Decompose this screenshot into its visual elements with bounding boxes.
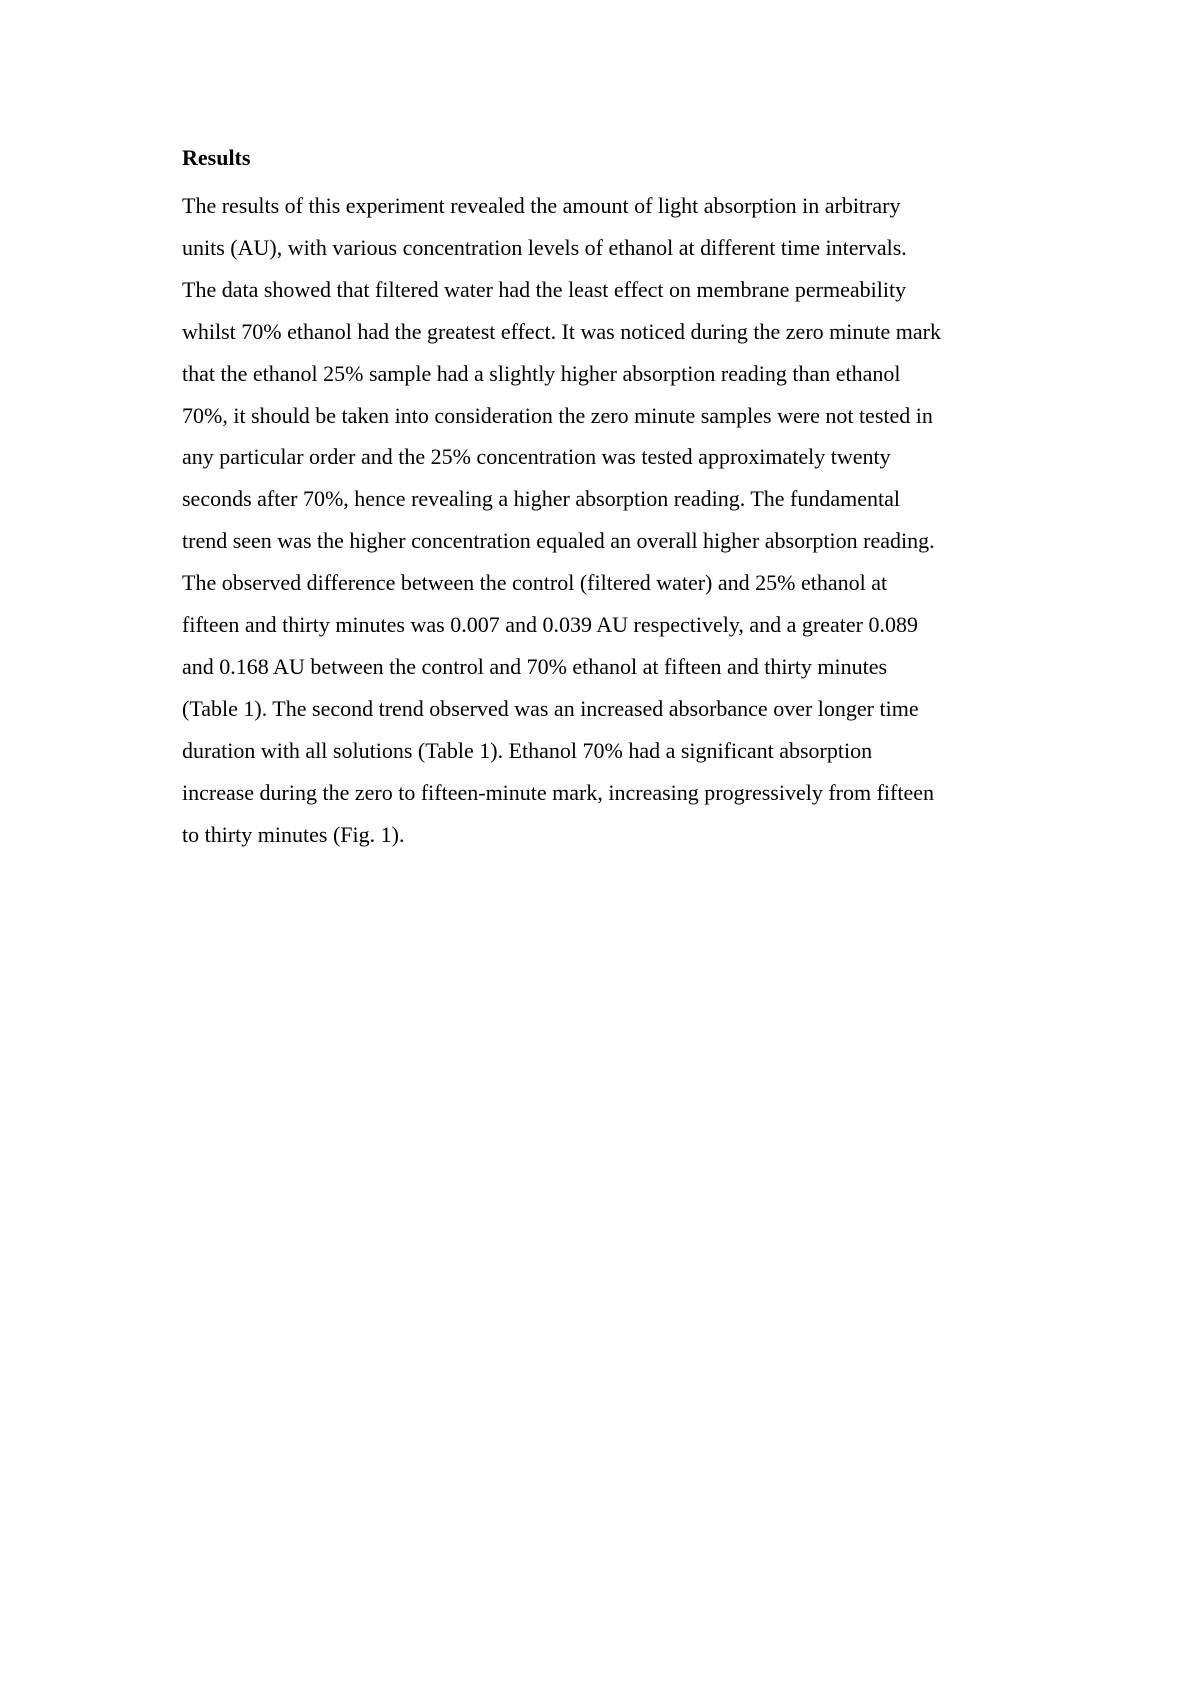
paragraph-line: and 0.168 AU between the control and 70% ethanol at fifteen and thirty minutes	[182, 653, 888, 679]
paragraph-line: seconds after 70%, hence revealing a higher absorption reading. The fundamental	[182, 486, 900, 512]
results-section	[182, 143, 1027, 856]
paragraph-line: increase during the zero to fifteen-minute mark, increasing progressively from fifteen	[182, 779, 934, 805]
paragraph-line: any particular order and the 25% concentration was tested approximately twenty	[182, 444, 891, 470]
paragraph-line: 70%, it should be taken into consideration the zero minute samples were not tested in	[182, 402, 933, 428]
paragraph-line: trend seen was the higher concentration equaled an overall higher absorption reading.	[182, 528, 935, 554]
paragraph-line: The data showed that filtered water had the least effect on membrane permeability	[182, 276, 907, 302]
paragraph-line: The observed difference between the control (filtered water) and 25% ethanol at	[182, 570, 888, 596]
paragraph-line: whilst 70% ethanol had the greatest effect. It was noticed during the zero minute mark	[182, 318, 941, 344]
paragraph-line: (Table 1). The second trend observed was an increased absorbance over longer time	[182, 695, 919, 721]
section-heading: Results	[182, 145, 251, 170]
paragraph-line: that the ethanol 25% sample had a slightly higher absorption reading than ethanol	[182, 360, 901, 386]
paragraph-line: to thirty minutes (Fig. 1).	[182, 821, 405, 847]
paragraph-line: The results of this experiment revealed the amount of light absorption in arbitrary	[182, 193, 901, 218]
paragraph-line: fifteen and thirty minutes was 0.007 and 0.039 AU respectively, and a greater 0.089	[182, 612, 918, 638]
results-paragraph	[182, 185, 1027, 856]
paragraph-line: duration with all solutions (Table 1). Ethanol 70% had a significant absorption	[182, 737, 873, 763]
paragraph-line: units (AU), with various concentration levels of ethanol at different time intervals.	[182, 234, 907, 260]
